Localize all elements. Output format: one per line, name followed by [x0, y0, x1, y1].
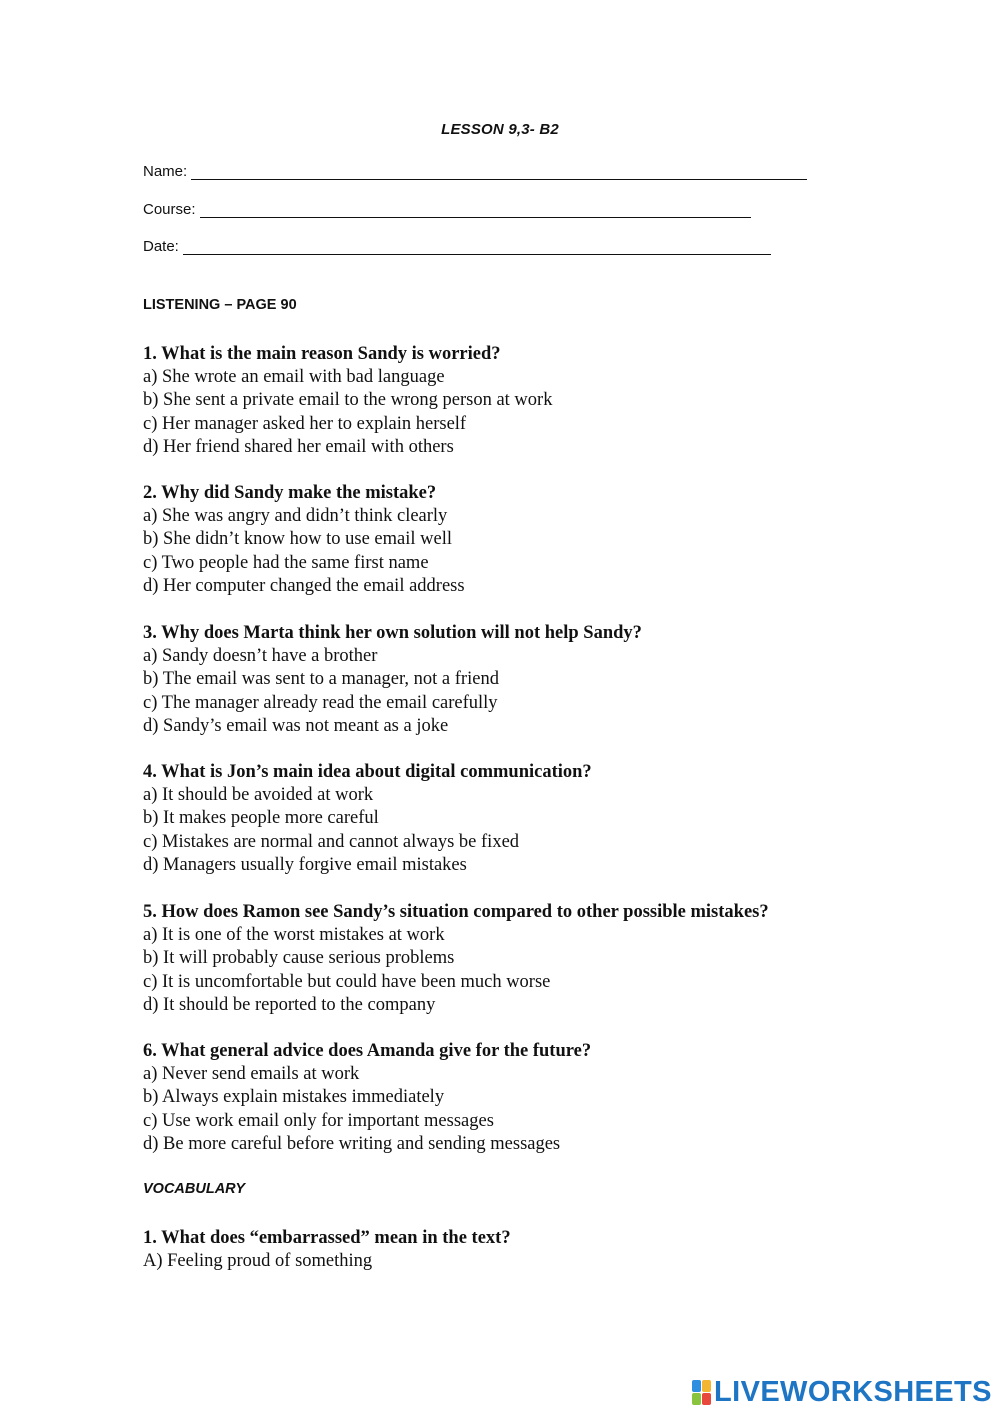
logo-text: LIVEWORKSHEETS [714, 1376, 992, 1408]
vocabulary-question-1 [143, 1227, 511, 1273]
listening-question-2 [143, 482, 465, 598]
logo-tile-blue [692, 1380, 701, 1392]
question-text: 2. Why did Sandy make the mistake? [143, 483, 437, 503]
answer-option[interactable]: A) Feeling proud of something [143, 1251, 373, 1272]
vocabulary-heading: VOCABULARY [143, 1181, 246, 1197]
answer-option[interactable]: c) It is uncomfortable but could have been much worse [143, 971, 551, 992]
answer-option[interactable]: a) She was angry and didn’t think clearly [143, 506, 448, 527]
answer-option[interactable]: c) Her manager asked her to explain herself [143, 413, 467, 434]
answer-option[interactable]: a) It is one of the worst mistakes at work [143, 925, 445, 946]
name-input-line[interactable] [191, 165, 807, 180]
answer-option[interactable]: c) Mistakes are normal and cannot always be fixed [143, 831, 520, 852]
liveworksheets-logo-icon [692, 1380, 711, 1405]
answer-option[interactable]: d) Her computer changed the email address [143, 575, 465, 596]
listening-heading: LISTENING – PAGE 90 [143, 297, 297, 313]
date-input-line[interactable] [183, 240, 771, 255]
answer-option[interactable]: d) Sandy’s email was not meant as a joke [143, 715, 449, 736]
date-field[interactable] [143, 233, 771, 255]
name-label: Name: [143, 163, 188, 180]
answer-option[interactable]: d) It should be reported to the company [143, 994, 436, 1015]
answer-option[interactable]: b) It makes people more careful [143, 808, 379, 829]
course-label: Course: [143, 201, 196, 218]
logo-tile-red [702, 1393, 711, 1405]
question-text: 4. What is Jon’s main idea about digital communication? [143, 762, 592, 782]
date-label: Date: [143, 238, 179, 255]
answer-option[interactable]: b) Always explain mistakes immediately [143, 1087, 445, 1108]
question-text: 3. Why does Marta think her own solution will not help Sandy? [143, 623, 642, 643]
name-field[interactable] [143, 158, 807, 180]
question-text: 1. What is the main reason Sandy is worried? [143, 344, 501, 364]
answer-option[interactable]: a) It should be avoided at work [143, 785, 374, 806]
answer-option[interactable]: b) The email was sent to a manager, not a friend [143, 669, 499, 690]
answer-option[interactable]: d) Be more careful before writing and sending messages [143, 1133, 561, 1154]
answer-option[interactable]: b) She sent a private email to the wrong person at work [143, 390, 553, 411]
listening-question-1 [143, 343, 552, 459]
question-text: 1. What does “embarrassed” mean in the text? [143, 1228, 511, 1248]
course-field[interactable] [143, 196, 751, 218]
answer-option[interactable]: c) Two people had the same first name [143, 552, 429, 573]
answer-option[interactable]: a) Never send emails at work [143, 1064, 360, 1085]
listening-question-3 [143, 622, 642, 738]
listening-question-6 [143, 1040, 591, 1156]
answer-option[interactable]: d) Her friend shared her email with others [143, 436, 454, 457]
answer-option[interactable]: c) The manager already read the email carefully [143, 692, 498, 713]
answer-option[interactable]: a) She wrote an email with bad language [143, 367, 445, 388]
logo-tile-green [692, 1393, 701, 1405]
listening-question-4 [143, 761, 592, 877]
answer-option[interactable]: c) Use work email only for important messages [143, 1110, 494, 1131]
course-input-line[interactable] [200, 203, 751, 218]
question-text: 5. How does Ramon see Sandy’s situation compared to other possible mistakes? [143, 902, 769, 922]
listening-question-5 [143, 901, 769, 1017]
answer-option[interactable]: b) She didn’t know how to use email well [143, 529, 452, 550]
question-text: 6. What general advice does Amanda give for the future? [143, 1041, 592, 1061]
logo-tile-yellow [702, 1380, 711, 1392]
answer-option[interactable]: d) Managers usually forgive email mistakes [143, 854, 467, 875]
lesson-title: LESSON 9,3- B2 [441, 121, 559, 138]
answer-option[interactable]: a) Sandy doesn’t have a brother [143, 646, 378, 667]
liveworksheets-logo[interactable] [692, 1376, 992, 1408]
answer-option[interactable]: b) It will probably cause serious problems [143, 948, 455, 969]
